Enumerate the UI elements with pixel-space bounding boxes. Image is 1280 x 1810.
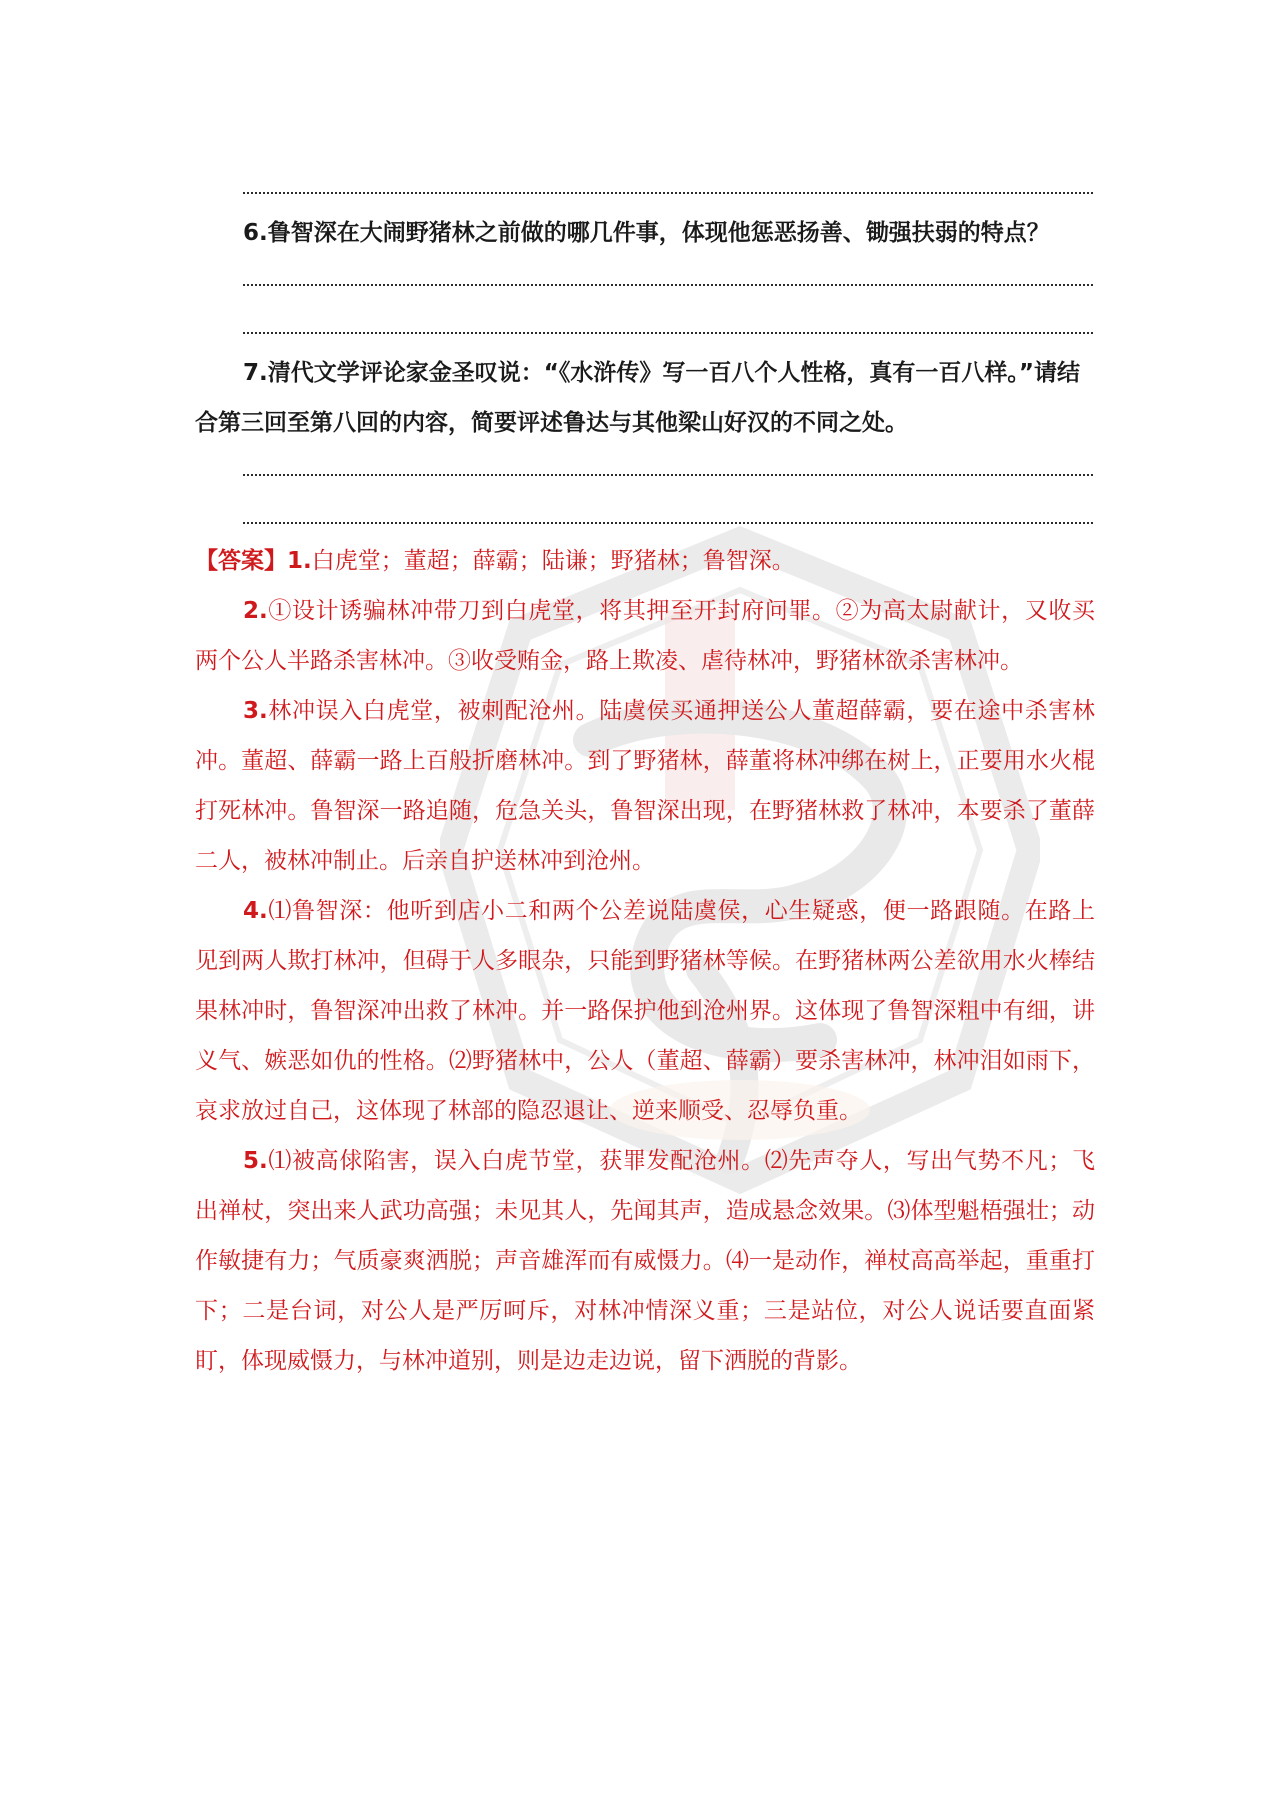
answer-line[interactable] <box>243 332 1093 334</box>
answer-number: 5. <box>243 1148 268 1174</box>
answer-number: 3. <box>243 698 268 724</box>
question-number: 7. <box>243 360 268 386</box>
answer-label: 【答案】 <box>195 548 287 574</box>
answer-line[interactable] <box>243 284 1093 286</box>
answer-text: ⑴被高俅陷害，误入白虎节堂，获罪发配沧州。⑵先声夺人，写出气势不凡；飞出禅杖，突出来人武功高强；未见其人，先闻其声，造成悬念效果。⑶体型魁梧强壮；动作敏捷有力；气质豪爽洒脱；声音雄浑而有威慑力。⑷一是动作，禅杖高高举起，重重打下；二是台词，对公人是严厉呵斥，对林冲情深义重；三是站位，对公人说话要直面紧盯，体现威慑力，与林冲道别，则是边走边说，留下洒脱的背影。 <box>195 1148 1095 1374</box>
question-text: 鲁智深在大闹野猪林之前做的哪几件事，体现他惩恶扬善、锄强扶弱的特点？ <box>267 220 1050 246</box>
answer-text: ⑴鲁智深：他听到店小二和两个公差说陆虞侯，心生疑惑，便一路跟随。在路上见到两人欺打林冲，但碍于人多眼杂，只能到野猪林等候。在野猪林两公差欲用水火棒结果林冲时，鲁智深冲出救了林冲。并一路保护他到沧州界。这体现了鲁智深粗中有细，讲义气、嫉恶如仇的性格。⑵野猪林中，公人（董超、薛霸）要杀害林冲，林冲泪如雨下，哀求放过自己，这体现了林部的隐忍退让、逆来顺受、忍辱负重。 <box>195 898 1095 1124</box>
answer-text: 林冲误入白虎堂，被刺配沧州。陆虞侯买通押送公人董超薛霸，要在途中杀害林冲。董超、薛霸一路上百般折磨林冲。到了野猪林，薛董将林冲绑在树上，正要用水火棍打死林冲。鲁智深一路追随，危急关头，鲁智深出现，在野猪林救了林冲，本要杀了董薛二人，被林冲制止。后亲自护送林冲到沧州。 <box>195 698 1095 874</box>
answer-number: 4. <box>243 898 268 924</box>
answer-line[interactable] <box>243 522 1093 524</box>
answer-item-2 <box>195 586 1095 686</box>
answer-text: 白虎堂；董超；薛霸；陆谦；野猪林；鲁智深。 <box>311 548 795 574</box>
document-page <box>195 150 1095 1386</box>
answer-text: ①设计诱骗林冲带刀到白虎堂，将其押至开封府问罪。②为高太尉献计，又收买两个公人半路杀害林冲。③收受贿金，路上欺凌、虐待林冲，野猪林欲杀害林冲。 <box>195 598 1095 674</box>
question-number: 6. <box>243 220 268 246</box>
question-7 <box>195 348 1095 448</box>
question-6 <box>195 208 1095 258</box>
answer-item-3 <box>195 686 1095 886</box>
answer-item-1 <box>195 536 1095 586</box>
answer-item-4 <box>195 886 1095 1136</box>
answer-item-5 <box>195 1136 1095 1386</box>
answer-number: 2. <box>243 598 268 624</box>
answer-section <box>195 536 1095 1386</box>
answer-number: 1. <box>287 548 312 574</box>
answer-line[interactable] <box>243 474 1093 476</box>
answer-line[interactable] <box>243 192 1093 194</box>
question-text: 清代文学评论家金圣叹说：“《水浒传》写一百八个人性格，真有一百八样。”请结合第三回至第八回的内容，简要评述鲁达与其他梁山好汉的不同之处。 <box>195 360 1080 436</box>
